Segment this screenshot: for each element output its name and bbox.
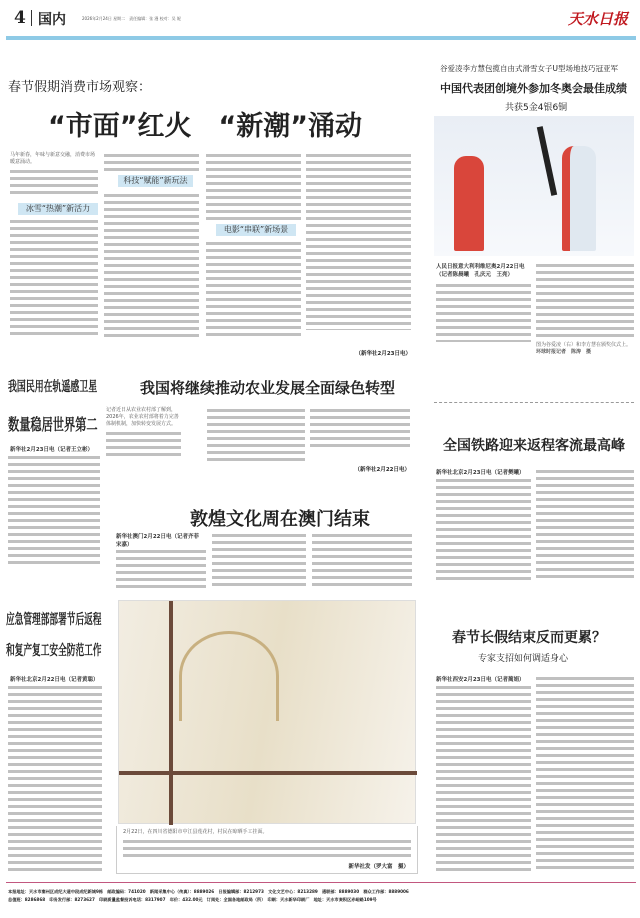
agriculture-snippet: 记者近日从农业农村部了解到，2026年，农业农村部将着力完善体制机制，加快转变发展方式。 [106, 407, 179, 427]
holiday-dateline: 新华社西安2月23日电（记者蔺娟） [436, 677, 525, 683]
agriculture-headline: 我国将继续推动农业发展全面绿色转型 [140, 379, 396, 397]
noodle-drying-photo [118, 600, 416, 824]
photo-credit: 新华社发（罗大富 摄） [348, 864, 409, 870]
footer-info: 本报地址：天水市秦州区成纪大道中段成纪新城9栋 邮政编码：741020 新闻采集中心（传真）：8889026 日报编辑部：8212973 文化文艺中心：8213289 通联部：8889030 群众工作部：8889006 总值班：8286868 印务发行部：8273627 印刷质量监督投诉电话：8317907 年价：432.00元 订阅处：全国各地邮政局（所） 印刷：天水新华印刷厂 地址：天水市麦积区赤峪路109号 [8, 889, 409, 902]
photo-caption: 2月22日，在四川省德阳市中江县莲花村，村民在晾晒手工挂面。 [123, 829, 268, 835]
photo-caption-box [116, 826, 418, 874]
olympics-dateline: 人民日报意大利利维尼奥2月22日电（记者陈晨曦 孔庆元 王亮） [436, 264, 525, 278]
olympics-photo [434, 116, 634, 256]
lead-credit: （新华社2月23日电） [355, 351, 411, 357]
emergency-dateline: 新华社北京2月22日电（记者黄聪） [10, 677, 99, 683]
lead-snippet: 马年新春，年味与新意交融，消费市场暖意涌动。 [10, 152, 96, 165]
dunhuang-dateline: 新华社澳门2月22日电（记者齐菲 宋嘉） [116, 534, 205, 548]
page-number: 4 [14, 8, 26, 28]
satellite-headline-1: 我国民用在轨遥感卫星 [8, 379, 98, 395]
lead-kicker: 春节假期消费市场观察： [8, 80, 152, 95]
railway-headline: 全国铁路迎来返程客流最高峰 [443, 438, 625, 454]
olympics-kicker: 谷爱凌李方慧包揽自由式滑雪女子U型场地技巧冠亚军 [440, 64, 618, 73]
olympics-subhead: 共获5金4银6铜 [505, 103, 568, 113]
emergency-headline-2: 和复产复工安全防范工作 [6, 643, 102, 659]
satellite-dateline: 新华社2月23日电（记者王立彬） [10, 447, 93, 453]
subhead-tech: 科技“赋能”新玩法 [118, 175, 193, 187]
satellite-headline-2: 数量稳居世界第二 [8, 415, 98, 434]
lead-headline: “市面”红火 “新潮”涌动 [48, 111, 362, 142]
agriculture-credit: （新华社2月22日电） [354, 467, 410, 473]
newspaper-logo: 天水日报 [567, 10, 628, 28]
railway-dateline: 新华社北京2月23日电（记者樊曦） [436, 470, 525, 476]
emergency-headline-1: 应急管理部部署节后返程 [6, 612, 102, 628]
dunhuang-headline: 敦煌文化周在澳门结束 [190, 509, 370, 530]
section-name: 国内 [38, 12, 66, 28]
holiday-subhead: 专家支招如何调适身心 [478, 654, 569, 664]
header-rule [6, 36, 636, 40]
olympics-headline: 中国代表团创境外参加冬奥会最佳成绩 [440, 82, 627, 95]
divider [31, 10, 32, 26]
issue-date: 2026年2月24日 星期二 责任编辑：张 漫 校对：吴 妮 [82, 16, 181, 21]
subhead-ice-snow: 冰雪“热潮”新活力 [18, 203, 98, 215]
holiday-headline: 春节长假结束反而更累？ [452, 630, 606, 646]
subhead-film: 电影“串联”新场景 [216, 224, 296, 236]
footer-rule [6, 882, 636, 883]
olympics-caption: 图为谷爱凌（右）和李方慧在颁奖仪式上。 环球时报记者 陈涛 摄 [536, 342, 632, 355]
